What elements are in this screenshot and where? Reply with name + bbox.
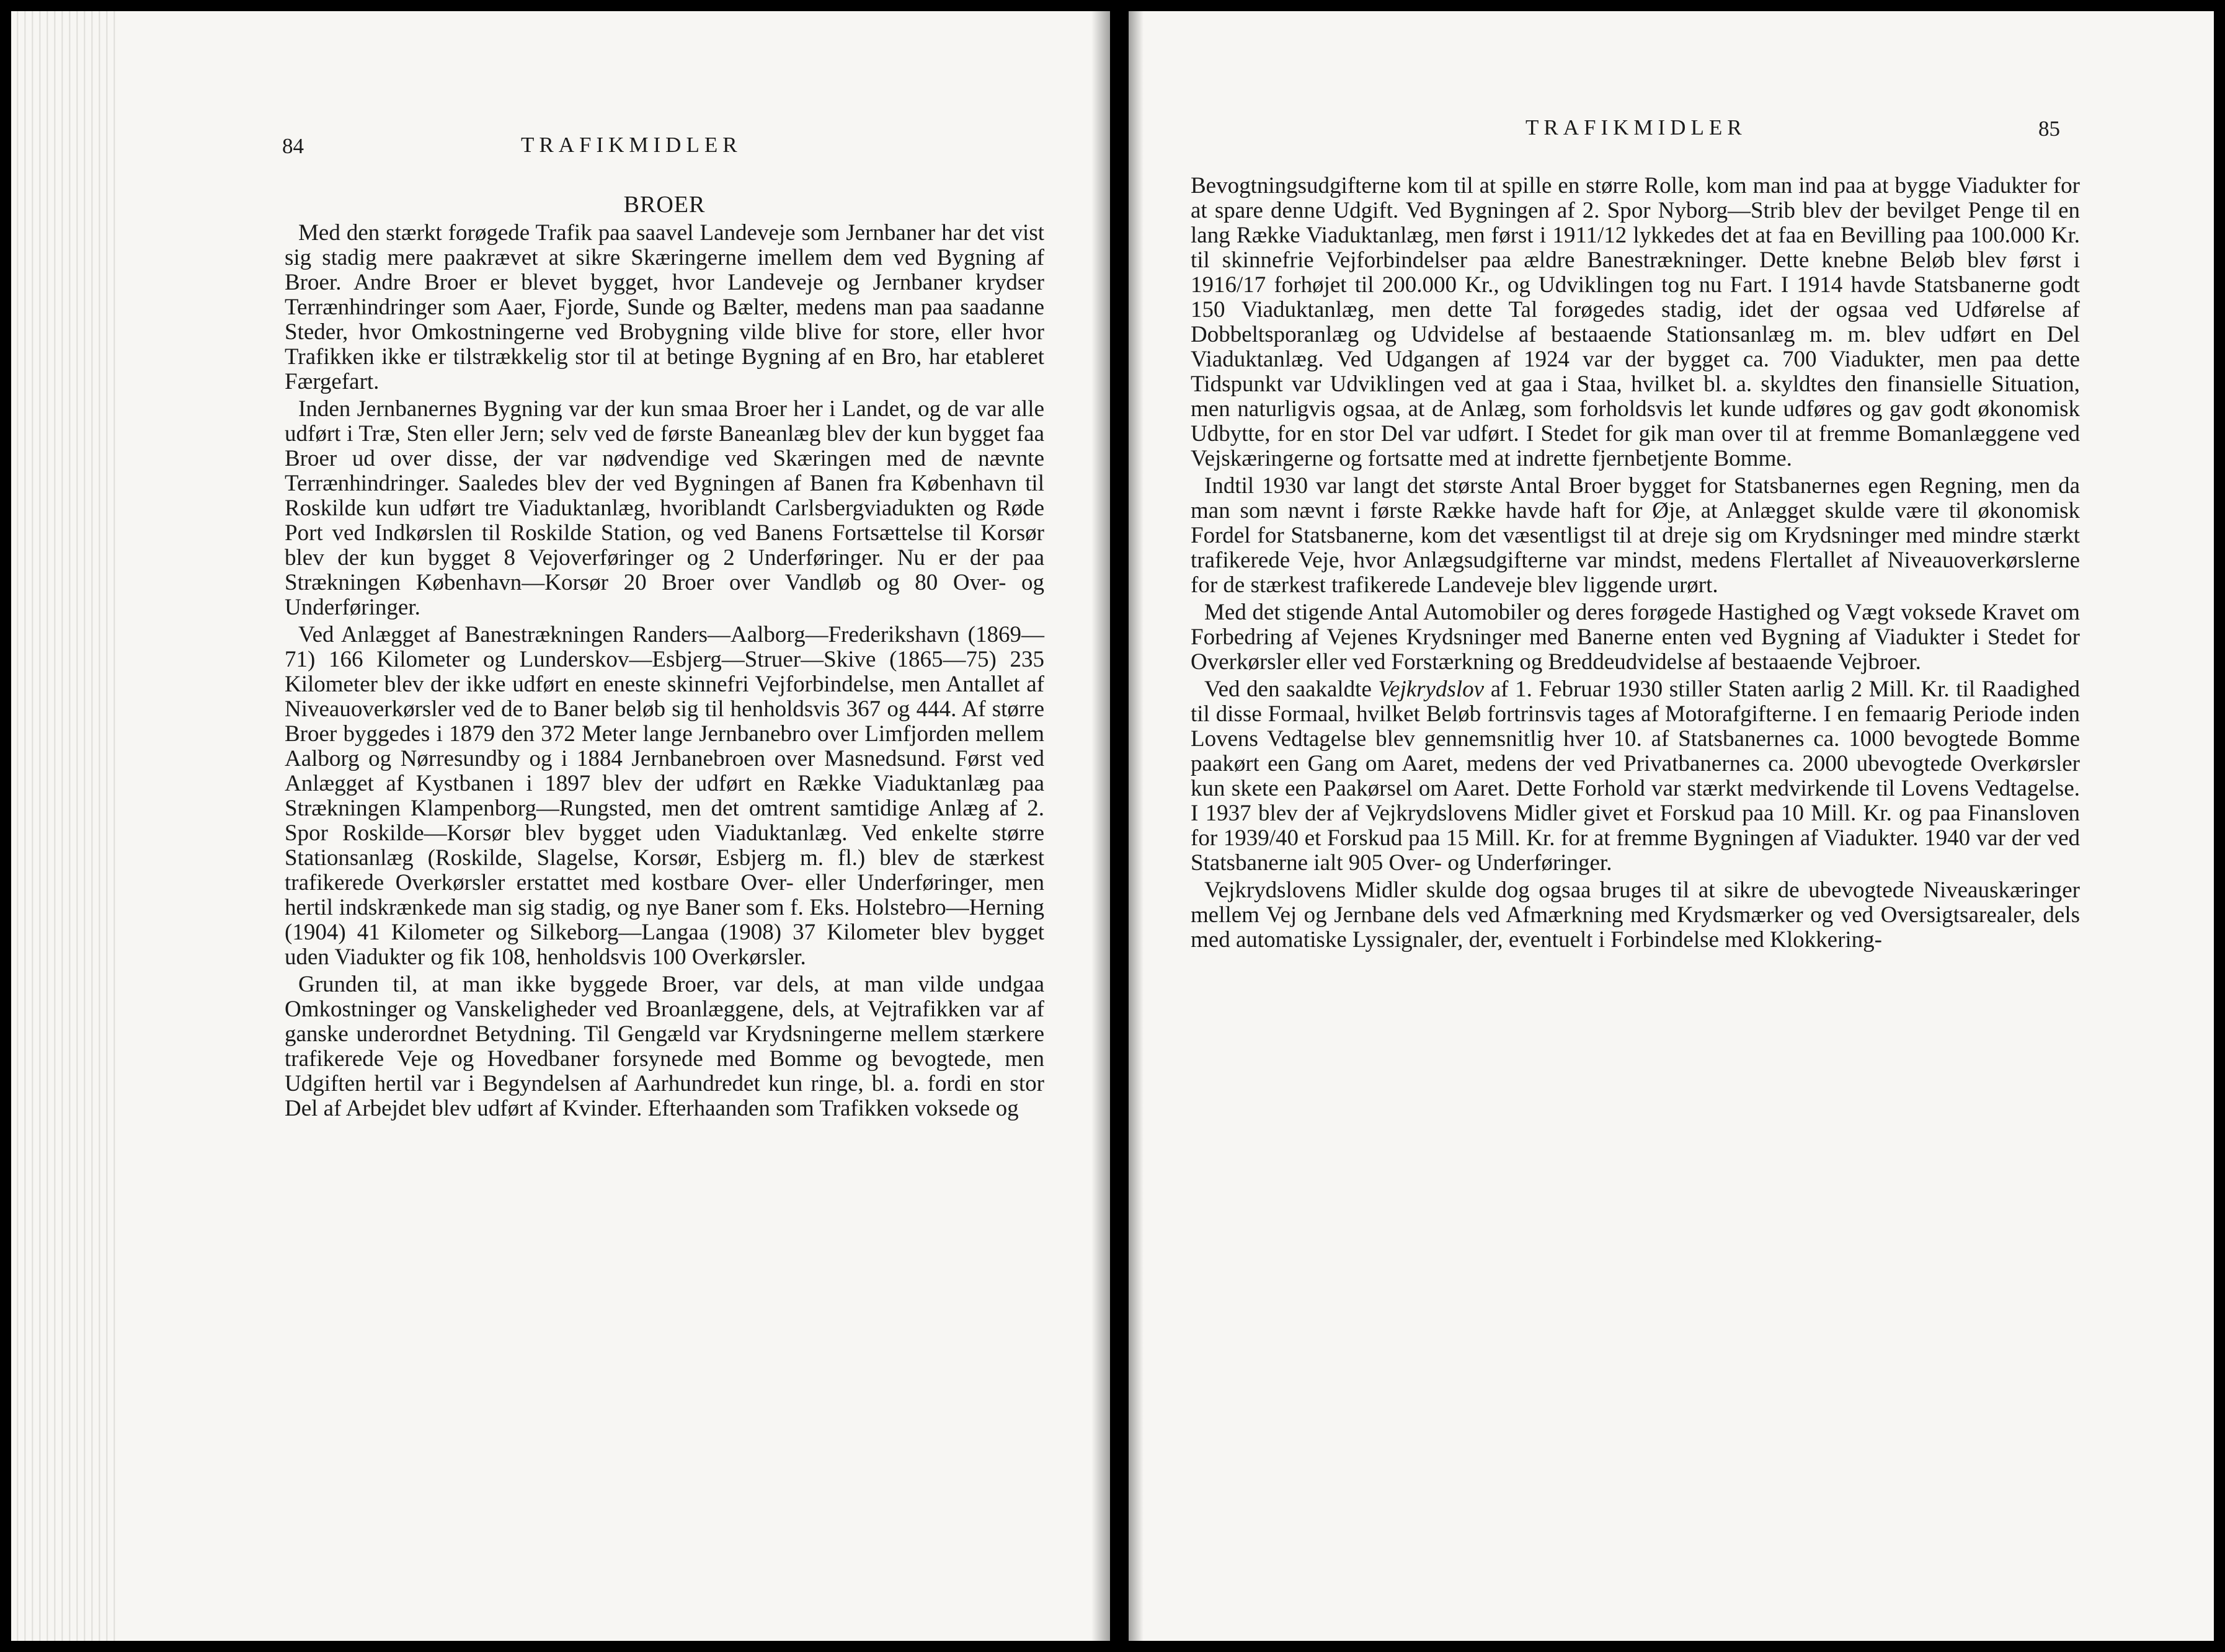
gutter-shadow: [1129, 11, 1144, 1641]
paragraph: Med det stigende Antal Automobiler og deres forøgede Hastighed og Vægt voksede Kravet om Forbedring af Vejenes Krydsninger med Banerne enten ved Bygning af Viadukter i Stedet for Overkørsler eller ved Forstærkning og Breddeudvidelse af bestaaende Vejbroer.: [1191, 600, 2080, 675]
section-title: BROER: [623, 192, 706, 218]
paragraph: [1191, 677, 2080, 876]
paragraph-text: Ved den saakaldte: [1204, 677, 1372, 702]
body-text: [285, 192, 1044, 1124]
paragraph: Grunden til, at man ikke byggede Broer, var dels, at man vilde undgaa Omkostninger og Vanskeligheder ved Broanlæggene, dels, at Vejtrafikken var af ganske underordnet Betydning. Til Gengæld var Krydsningerne mellem stærkere trafikerede Veje og Hovedbaner forsynede med Bomme og bevogtede, men Udgiften hertil var i Begyndelsen af Aarhundredet kun ringe, bl. a. fordi en stor Del af Arbejdet blev udført af Kvinder. Efterhaanden som Trafikken voksede og: [285, 972, 1044, 1121]
page-number: 84: [282, 134, 304, 158]
paragraph: Inden Jernbanernes Bygning var der kun smaa Broer her i Landet, og de var alle udført i Træ, Sten eller Jern; selv ved de første Baneanlæg blev der kun bygget faa Broer ud over disse, der var nødvendige ved Skæringen med de nævnte Terrænhindringer. Saaledes blev der ved Bygningen af Banen fra København til Roskilde kun udført tre Viaduktanlæg, hvoriblandt Carlsbergviadukten og Røde Port ved Indkørslen til Roskilde Station, og ved Banens Fortsættelse til Korsør blev der kun bygget 8 Vejoverføringer og 2 Underføringer. Nu er der paa Strækningen København—Korsør 20 Broer over Vandløb og 80 Over- og Underføringer.: [285, 396, 1044, 620]
paragraph-text: af 1. Februar 1930 stiller Staten aarlig 2 Mill. Kr. til Raadighed til disse Formaal, hvilket Beløb fortrinsvis tages af Motorafgifterne. I en femaarig Periode inden Lovens Vedtagelse blev gennemsnitlig hver 10. af Statsbanernes ca. 1000 bevogtede Bomme paakørt een Gang om Aaret, medens der ved Privatbanernes ca. 2000 ubevogtede Overkørsler kun skete een Paakørsel om Aaret. Dette Forhold var stærkt medvirkende til Lovens Vedtagelse. I 1937 blev der af Vejkrydslovens Midler givet et Forskud paa 10 Mill. Kr. og paa Finansloven for 1939/40 et Forskud paa 15 Mill. Kr. for at fremme Bygningen af Viadukter. 1940 var der ved Statsbanerne ialt 905 Over- og Underføringer.: [1191, 677, 2081, 876]
running-head: TRAFIKMIDLER: [1526, 115, 1747, 140]
paragraph: Bevogtningsudgifterne kom til at spille en større Rolle, kom man ind paa at bygge Viadukter for at spare denne Udgift. Ved Bygningen af 2. Spor Nyborg—Strib blev der bevilget Penge til en lang Række Viaduktanlæg, men først i 1911/12 lykkedes det at faa en Bevilling paa 100.000 Kr. til skinnefrie Vejforbindelser paa ældre Banestrækninger. Dette knebne Beløb blev først i 1916/17 forhøjet til 200.000 Kr., og Udviklingen tog nu Fart. I 1914 havde Statsbanerne godt 150 Viaduktanlæg, men dette Tal forøgedes stadig, idet der ogsaa ved Udførelse af Dobbeltsporanlæg og Udvidelse af bestaaende Stationsanlæg m. m. blev udført en Del Viaduktanlæg. Ved Udgangen af 1924 var der bygget ca. 700 Viadukter, men paa dette Tidspunkt var Udviklingen ved at gaa i Staa, hvilket bl. a. skyldtes den finansielle Situation, men naturligvis ogsaa, at de Anlæg, som forholdsvis let kunde udføres og gav godt økonomisk Udbytte, for en stor Del var udført. I Stedet for gik man over til at fremme Bomanlæggene ved Vejskæringerne og fortsatte med at indrette fjernbetjente Bomme.: [1191, 173, 2080, 471]
paragraph: Indtil 1930 var langt det største Antal Broer bygget for Statsbanernes egen Regning, men da man som nævnt i første Række havde haft for Øje, at Anlægget skulde være til økonomisk Fordel for Statsbanerne, kom det væsentligst til at dreje sig om Krydsninger med mindre stærkt trafikerede Veje, hvor Anlægsudgifterne var mindst, medens Flertallet af Niveauoverkørslerne for de stærkest trafikerede Landeveje blev liggende urørt.: [1191, 473, 2080, 598]
paragraph: Med den stærkt forøgede Trafik paa saavel Landeveje som Jernbaner har det vist sig stadig mere paakrævet at sikre Skæringerne imellem dem ved Bygning af Broer. Andre Broer er blevet bygget, hvor Landeveje og Jernbaner krydser Terrænhindringer som Aaer, Fjorde, Sunde og Bælter, medens man paa saadanne Steder, hvor Omkostningerne ved Brobygning vilde blive for store, eller hvor Trafikken ikke er tilstrækkelig stor til at betinge Bygning af en Bro, har etableret Færgefart.: [285, 220, 1044, 394]
page-edge-stack: [11, 11, 117, 1641]
paragraph: Vejkrydslovens Midler skulde dog ogsaa bruges til at sikre de ubevogtede Niveauskæringer mellem Vej og Jernbane dels ved Afmærkning med Krydsmærker og ved Oversigtsarealer, dels med automatiske Lyssignaler, der, eventuelt i Forbindelse med Klokkering-: [1191, 877, 2080, 953]
body-text: [1191, 174, 2080, 955]
page-number: 85: [2038, 117, 2060, 141]
italic-term: Vejkrydslov: [1378, 677, 1485, 702]
left-page: [11, 11, 1110, 1641]
gutter-shadow: [1091, 11, 1110, 1641]
right-page: [1129, 11, 2214, 1641]
running-head: TRAFIKMIDLER: [521, 133, 742, 157]
paragraph: Ved Anlægget af Banestrækningen Randers—Aalborg—Frederikshavn (1869—71) 166 Kilometer og Lunderskov—Esbjerg—Struer—Skive (1865—75) 235 Kilometer blev der ikke udført en eneste skinnefri Vejforbindelse, men Antallet af Niveauoverkørsler ved de to Baner beløb sig til henholdsvis 367 og 444. Af større Broer byggedes i 1879 den 372 Meter lange Jernbanebro over Limfjorden mellem Aalborg og Nørresundby og i 1884 Jernbanebroen over Masnedsund. Først ved Anlægget af Kystbanen i 1897 blev der udført en Række Viaduktanlæg paa Strækningen Klampenborg—Rungsted, men det omtrent samtidige Anlæg af 2. Spor Roskilde—Korsør blev bygget uden Viaduktanlæg. Ved enkelte større Stationsanlæg (Roskilde, Slagelse, Korsør, Esbjerg m. fl.) blev de stærkest trafikerede Overkørsler erstattet med kostbare Over- eller Underføringer, men hertil indskrænkede man sig stadig, og nye Baner som f. Eks. Holstebro—Herning (1904) 41 Kilometer og Silkeborg—Langaa (1908) 37 Kilometer blev bygget uden Viadukter og fik 108, henholdsvis 100 Overkørsler.: [285, 622, 1044, 970]
